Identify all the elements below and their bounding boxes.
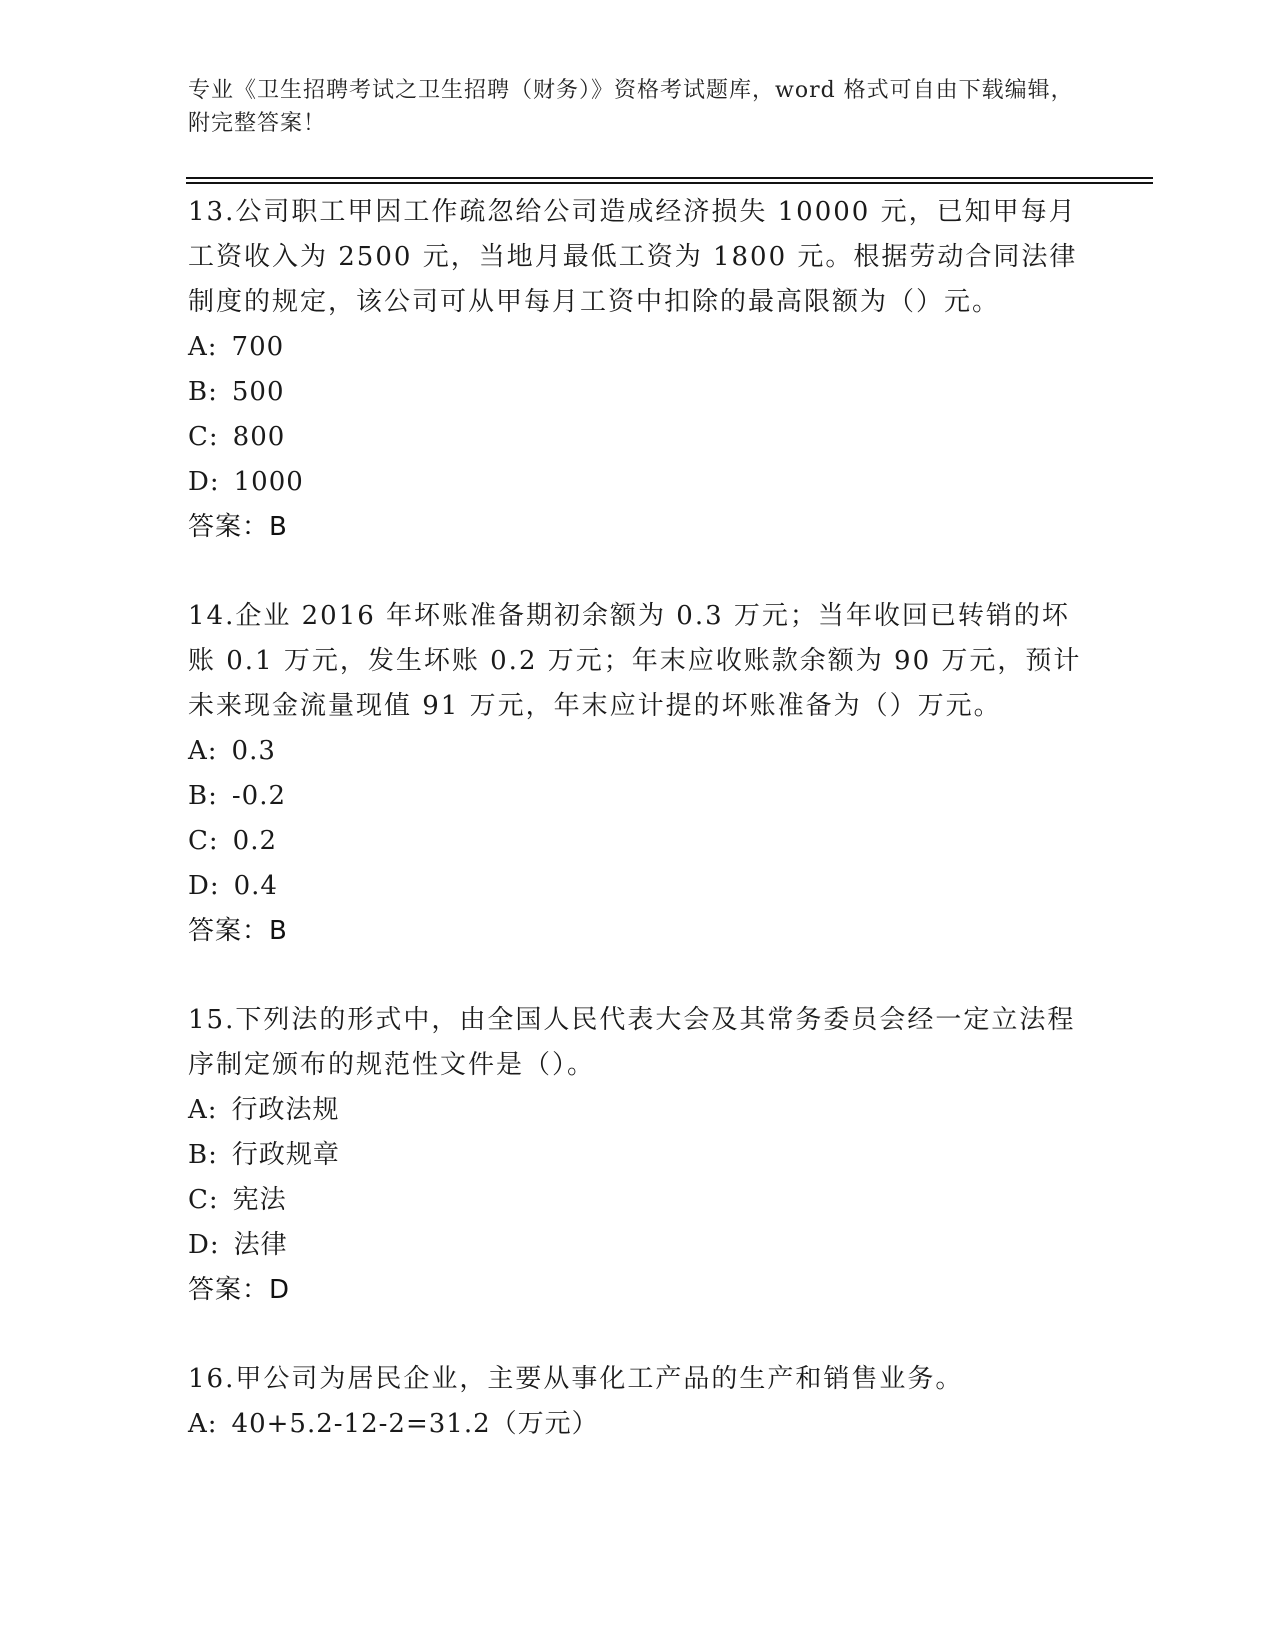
option-letter: A:	[188, 736, 218, 766]
question-16	[188, 1357, 1088, 1447]
option-letter: B:	[188, 377, 218, 407]
question-15	[188, 998, 1088, 1313]
option-value: -0.2	[231, 781, 287, 811]
option-c	[188, 415, 1088, 460]
option-letter: B:	[188, 1140, 218, 1170]
question-list	[188, 190, 1088, 1491]
option-a	[188, 325, 1088, 370]
option-letter: D:	[188, 467, 220, 497]
option-value: 行政法规	[231, 1095, 340, 1125]
option-value: 40+5.2-12-2=31.2（万元）	[231, 1409, 599, 1439]
option-value: 700	[231, 332, 285, 362]
header-divider-top	[186, 177, 1153, 179]
question-13	[188, 190, 1088, 550]
option-b	[188, 370, 1088, 415]
question-text: 14.企业 2016 年坏账准备期初余额为 0.3 万元；当年收回已转销的坏账 0.1 万元，发生坏账 0.2 万元；年末应收账款余额为 90 万元，预计未来现金流量现值 91 万元，年末应计提的坏账准备为（）万元。	[188, 601, 1082, 721]
option-b	[188, 774, 1088, 819]
option-letter: C:	[188, 422, 219, 452]
option-letter: C:	[188, 1185, 219, 1215]
option-value: 0.2	[232, 826, 278, 856]
option-value: 500	[231, 377, 285, 407]
option-a	[188, 1088, 1088, 1133]
question-text: 15.下列法的形式中，由全国人民代表大会及其常务委员会经一定立法程序制定颁布的规范性文件是（）。	[188, 1005, 1076, 1080]
option-b	[188, 1133, 1088, 1178]
option-c	[188, 819, 1088, 864]
option-c	[188, 1178, 1088, 1223]
option-value: 宪法	[232, 1185, 287, 1215]
option-d	[188, 1223, 1088, 1268]
answer-line: 答案：D	[188, 1275, 291, 1305]
option-letter: D:	[188, 1230, 220, 1260]
option-a	[188, 729, 1088, 774]
question-text: 13.公司职工甲因工作疏忽给公司造成经济损失 10000 元，已知甲每月工资收入为 2500 元，当地月最低工资为 1800 元。根据劳动合同法律制度的规定，该公司可从甲每月工资中扣除的最高限额为（）元。	[188, 197, 1078, 317]
option-letter: D:	[188, 871, 220, 901]
option-value: 法律	[233, 1230, 288, 1260]
option-d	[188, 460, 1088, 505]
option-letter: A:	[188, 1409, 218, 1439]
option-letter: A:	[188, 332, 218, 362]
question-14	[188, 594, 1088, 954]
question-text: 16.甲公司为居民企业，主要从事化工产品的生产和销售业务。	[188, 1364, 964, 1394]
answer-line: 答案：B	[188, 916, 288, 946]
header-divider-bottom	[186, 182, 1153, 184]
option-letter: A:	[188, 1095, 218, 1125]
option-letter: B:	[188, 781, 218, 811]
document-header: 专业《卫生招聘考试之卫生招聘（财务）》资格考试题库，word 格式可自由下载编辑，附完整答案！	[188, 78, 1074, 136]
answer-line: 答案：B	[188, 512, 288, 542]
option-letter: C:	[188, 826, 219, 856]
option-value: 行政规章	[231, 1140, 340, 1170]
option-a	[188, 1402, 1088, 1447]
option-value: 800	[232, 422, 286, 452]
option-value: 1000	[233, 467, 304, 497]
option-d	[188, 864, 1088, 909]
option-value: 0.3	[231, 736, 276, 766]
option-value: 0.4	[233, 871, 278, 901]
